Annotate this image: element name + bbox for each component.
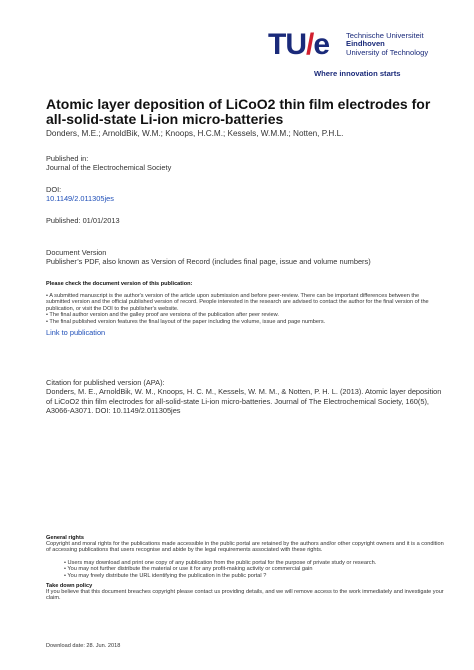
logo-line-2: Eindhoven bbox=[346, 39, 385, 49]
list-item: • You may not further distribute the material or use it for any profit-making activity or commercial gain bbox=[64, 566, 313, 573]
published-in-label: Published in: bbox=[46, 154, 89, 163]
list-item: • Users may download and print one copy of any publication from the public portal for the purpose of private study or research. bbox=[64, 560, 377, 566]
list-item: • A submitted manuscript is the author's version of the article upon submission and before peer-review. There can be important differences between the submitted version and the official published version of record. People interested in the research are advised to contact the author for the final version of the publication, or visit the DOI to the publisher's website. bbox=[46, 293, 429, 312]
document-authors: Donders, M.E.; ArnoldBik, W.M.; Knoops, H.C.M.; Kessels, W.M.M.; Notten, P.H.L. bbox=[46, 129, 344, 138]
list-item: • The final author version and the galley proof are versions of the publication after peer review. bbox=[46, 312, 279, 319]
logo-mark-slash: / bbox=[306, 28, 314, 61]
publication-link[interactable]: Link to publication bbox=[46, 328, 106, 337]
citation-block bbox=[46, 378, 446, 415]
logo-tagline: Where innovation starts bbox=[314, 69, 401, 78]
check-version-list bbox=[46, 293, 438, 325]
logo-mark-tu: TU bbox=[268, 28, 306, 61]
doi-link[interactable]: 10.1149/2.011305jes bbox=[46, 194, 114, 203]
download-date: Download date: 28. Jun. 2018 bbox=[46, 643, 121, 649]
logo-text bbox=[346, 32, 428, 57]
citation-text: Donders, M. E., ArnoldBik, W. M., Knoops, H. C. M., Kessels, W. M. M., & Notten, P. H. L. (2013). Atomic layer deposition of LiCoO2 thin film electrodes for all-solid-state Li-ion micro-batteries. Journal of The Electrochemical Society, 160(5), A3066-A3071. DOI: 10.1149/2.011305jes bbox=[46, 387, 442, 415]
list-item: • You may freely distribute the URL identifying the publication in the public portal ? bbox=[64, 572, 267, 579]
takedown-text: If you believe that this document breaches copyright please contact us providing details, and we will remove access to the work immediately and investigate your claim. bbox=[46, 589, 444, 602]
version-value: Publisher’s PDF, also known as Version of Record (includes final page, issue and volume numbers) bbox=[46, 257, 371, 266]
published-in-journal: Journal of the Electrochemical Society bbox=[46, 163, 172, 172]
logo-line-1: Technische Universiteit bbox=[346, 31, 424, 40]
doi-label: DOI: bbox=[46, 185, 62, 194]
logo-mark bbox=[268, 30, 329, 60]
citation-label: Citation for published version (APA): bbox=[46, 378, 165, 387]
rights-text: Copyright and moral rights for the publications made accessible in the public portal are retained by the authors and/or other copyright owners and it is a condition of accessing publications that users recognise and abide by the legal requirements associated with these rights. bbox=[46, 541, 444, 554]
published-date: Published: 01/01/2013 bbox=[46, 216, 120, 225]
rights-list bbox=[64, 560, 444, 579]
rights-title: General rights bbox=[46, 535, 84, 541]
logo-mark-e: e bbox=[313, 28, 330, 61]
version-label: Document Version bbox=[46, 248, 107, 257]
list-item: • The final published version features the final layout of the paper including the volume, issue and page numbers. bbox=[46, 318, 326, 325]
document-title: Atomic layer deposition of LiCoO2 thin film electrodes for all-solid-state Li-ion micro-batteries bbox=[46, 96, 431, 127]
logo-line-3: University of Technology bbox=[346, 47, 429, 57]
check-version-title: Please check the document version of this publication: bbox=[46, 281, 193, 287]
takedown-title: Take down policy bbox=[46, 583, 93, 589]
